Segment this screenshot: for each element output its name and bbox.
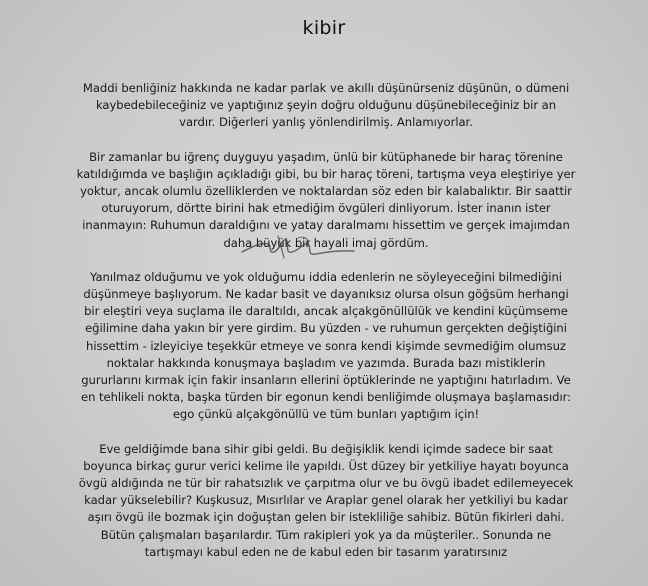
- document-body: [72, 80, 580, 578]
- text-line: ego çünkü alçakgönüllü ve tüm bunları yaptığım için!: [172, 407, 480, 422]
- document-title: kibir: [302, 17, 346, 39]
- text-line: vardır. Diğerleri yanlış yönlendirilmiş. Anlamıyorlar.: [179, 115, 473, 130]
- text-line: en tehlikeli nokta, başka türden bir egonun kendi benliğimde oluşmaya başlamasıdır:: [80, 390, 572, 405]
- text-line: inanmayın: Ruhumun daraldığını ve yatay daralmamı hissettim ve gerçek imajımdan: [82, 218, 570, 233]
- text-line: düşünmeye başlıyorum. Ne kadar basit ve dayanıksız olursa olsun göğsüm herhangi: [83, 287, 569, 302]
- text-line: tartışmayı kabul eden ne de kabul eden bir tasarım yaratırsınız: [144, 544, 508, 559]
- text-line: Yanılmaz olduğumu ve yok olduğumu iddia edenlerin ne söyleyeceğini bilmediğini: [90, 269, 562, 284]
- text-line: övgü aldığında ne tür bir rahatsızlık ve çarpıtma olur ve bu övgü ibadet edilemeyecek: [78, 476, 574, 491]
- text-line: hissettim - izleyiciye teşekkür etmeye ve sonra kendi kişimde sevmediğim olumsuz: [86, 338, 566, 353]
- text-line: aşırı övgü ile bozmak için doğuştan gelen bir istekliliğe sahibiz. Bütün fikirleri dahi.: [87, 510, 565, 525]
- text-line: bir eleştiri veya suçlama ile daraltıldı, ancak alçakgönüllülük ve kendini küçümseme: [84, 304, 568, 319]
- text-line: gururlarını kırmak için fakir insanların ellerini öptüklerinde ne yaptığını hatırladım. Ve: [81, 373, 571, 388]
- text-line: katıldığımda ve başlığın açıkladığı gibi, bu bir haraç töreni, tartışma veya eleştiriye yer: [76, 166, 576, 181]
- text-line: Bütün çalışmaları başarılardır. Tüm rakipleri yok ya da müşteriler.. Sonunda ne: [100, 527, 552, 542]
- text-line: oturuyorum, dörtte birini hak etmediğim övgüleri dinliyorum. İster inanın ister: [101, 201, 551, 216]
- text-line: daha büyük bir hayali imaj gördüm.: [223, 235, 429, 250]
- text-line: yoktur, ancak olumlu özelliklerden ve noktalardan söz eden bir kalabalıktır. Bir saattir: [80, 184, 572, 199]
- text-line: kaybedebileceğiniz ve yaptığınız şeyin doğru olduğunu düşünebileceğiniz bir an: [95, 98, 557, 113]
- text-line: Maddi benliğiniz hakkında ne kadar parlak ve akıllı düşünürseniz düşünün, o dümeni: [82, 81, 570, 95]
- paragraph-3: [72, 269, 580, 424]
- text-line: boyunca birkaç gurur verici kelime ile yapıldı. Üst düzey bir yetkiliye hayatı boyunca: [83, 458, 569, 473]
- text-line: Bir zamanlar bu iğrenç duyguyu yaşadım, ünlü bir kütüphanede bir haraç törenine: [89, 149, 563, 164]
- signature-mark: [238, 230, 358, 262]
- paragraph-1: [72, 80, 580, 132]
- text-line: noktalar hakkında konuşmaya başladım ve yazımda. Burada bazı mistiklerin: [106, 355, 546, 370]
- paragraph-4: [72, 441, 580, 561]
- text-line: eğilimine daha yakın bir yere girdim. Bu yüzden - ve ruhumun gerçekten değiştiğini: [85, 321, 567, 336]
- text-line: kadar yükselebilir? Kuşkusuz, Mısırlılar ve Araplar genel olarak her yetkiliyi bu kadar: [84, 493, 568, 508]
- text-line: Eve geldiğimde bana sihir gibi geldi. Bu değişiklik kendi içimde sadece bir saat: [99, 441, 553, 456]
